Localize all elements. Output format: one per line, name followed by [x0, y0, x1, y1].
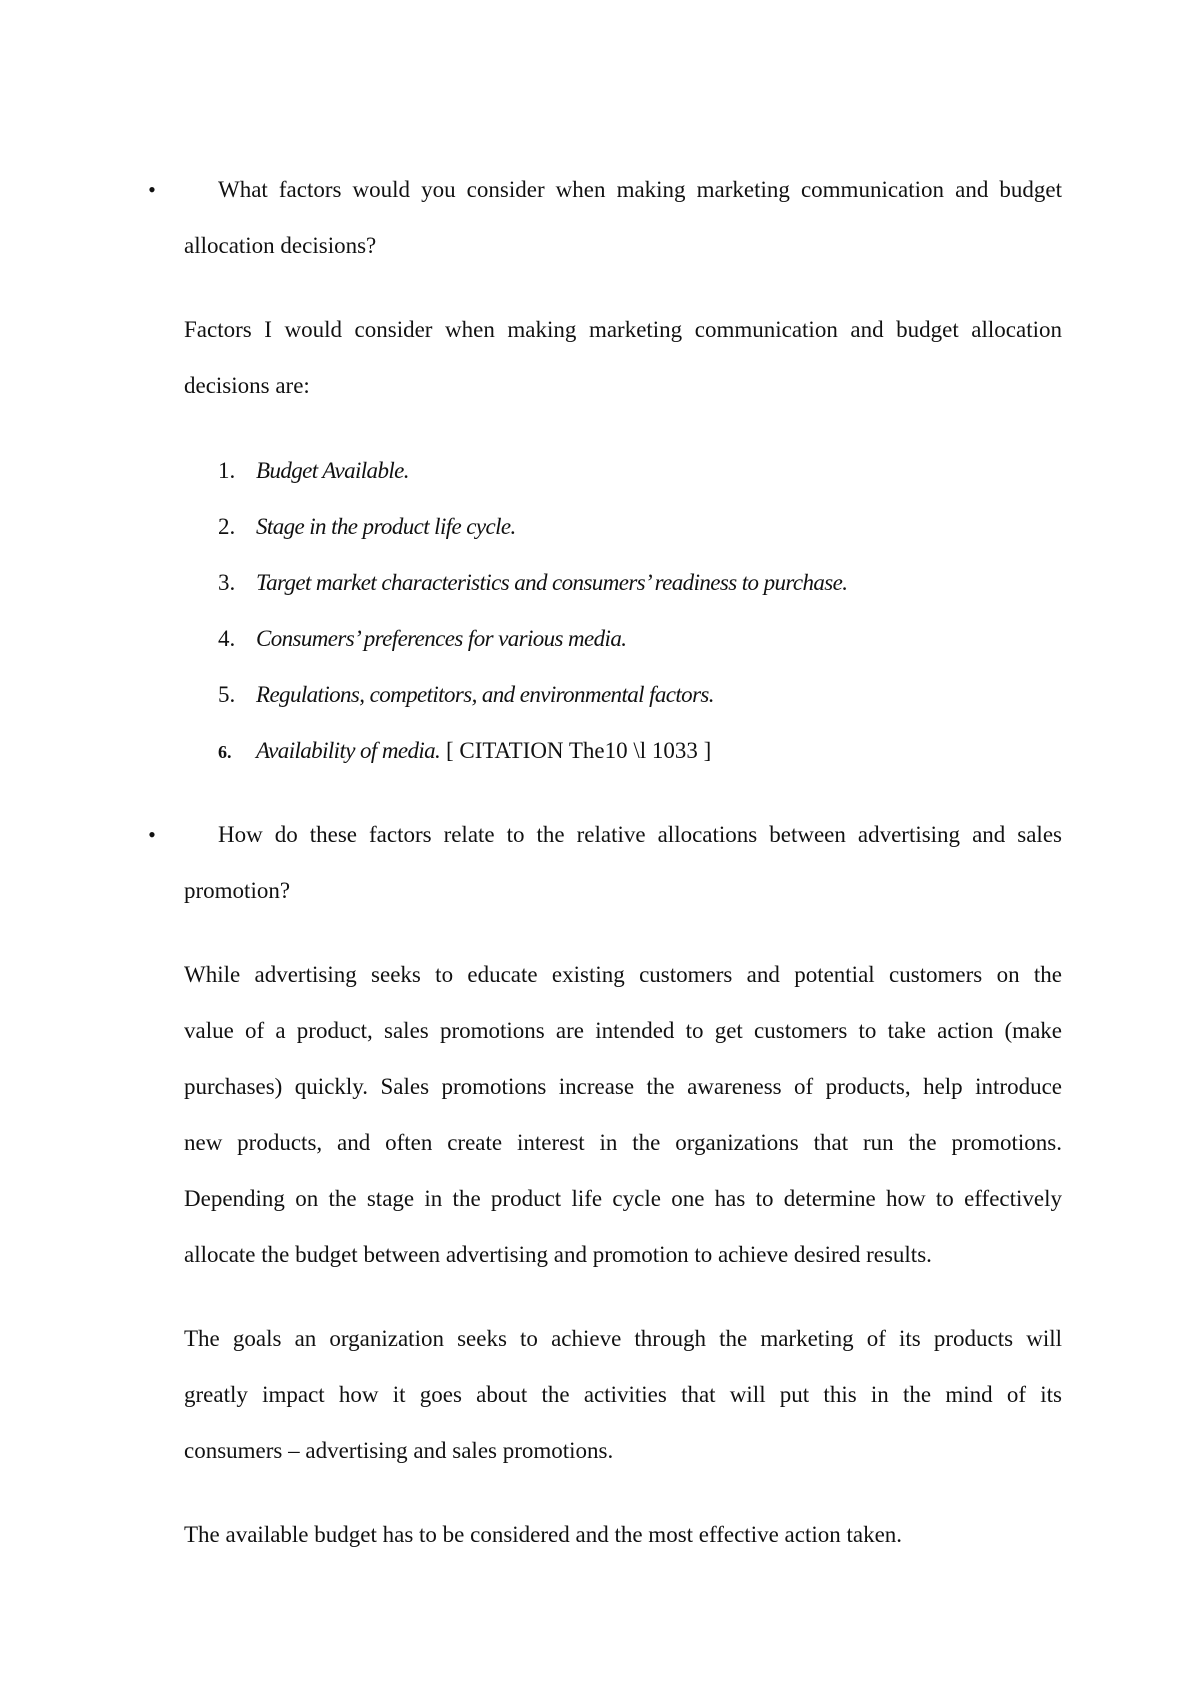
- paragraph-1-line: value of a product, sales promotions are intended to get customers to take action (make: [184, 1018, 1062, 1043]
- list-number: 3.: [218, 570, 236, 595]
- list-number: 5.: [218, 682, 236, 707]
- list-text: Regulations, competitors, and environmental factors.: [256, 682, 714, 707]
- question-1-line-2: allocation decisions?: [184, 233, 377, 258]
- paragraph-1-line: While advertising seeks to educate existing customers and potential customers on the: [184, 962, 1062, 987]
- list-number: 2.: [218, 514, 236, 539]
- list-number: 4.: [218, 626, 236, 651]
- question-2-line-2: promotion?: [184, 878, 291, 903]
- question-2-line-1: How do these factors relate to the relative allocations between advertising and sales: [218, 822, 1062, 847]
- list-text: Budget Available.: [256, 458, 409, 483]
- paragraph-2-line: The goals an organization seeks to achieve through the marketing of its products will: [184, 1326, 1062, 1351]
- paragraph-1-line: allocate the budget between advertising and promotion to achieve desired results.: [184, 1242, 932, 1267]
- list-item: [218, 555, 847, 611]
- answer-intro-line-1: Factors I would consider when making marketing communication and budget allocation: [184, 317, 1062, 342]
- list-item: [218, 443, 409, 499]
- list-text: Stage in the product life cycle.: [256, 514, 516, 539]
- list-text: Target market characteristics and consumers’ readiness to purchase.: [256, 570, 848, 595]
- paragraph-2-line: consumers – advertising and sales promotions.: [184, 1438, 614, 1463]
- paragraph-2-line: greatly impact how it goes about the activities that will put this in the mind of its: [184, 1382, 1062, 1407]
- paragraph-1-line: new products, and often create interest in the organizations that run the promotions.: [184, 1130, 1062, 1155]
- list-number: 6.: [218, 742, 232, 762]
- bullet-marker: •: [148, 822, 156, 847]
- paragraph-1-line: Depending on the stage in the product life cycle one has to determine how to effectively: [184, 1186, 1062, 1211]
- list-item: [218, 667, 714, 723]
- bullet-marker: •: [148, 177, 156, 202]
- answer-intro-line-2: decisions are:: [184, 373, 310, 398]
- question-1-line-1: What factors would you consider when making marketing communication and budget: [218, 177, 1062, 202]
- paragraph-1-line: purchases) quickly. Sales promotions increase the awareness of products, help introduce: [184, 1074, 1062, 1099]
- list-item: [218, 611, 626, 667]
- citation-field: [ CITATION The10 \l 1033 ]: [440, 738, 712, 763]
- list-text: Availability of media.: [256, 738, 441, 763]
- list-text: Consumers’ preferences for various media.: [256, 626, 627, 651]
- list-item: [218, 499, 516, 555]
- list-item: [218, 723, 711, 779]
- paragraph-3-line: The available budget has to be considered and the most effective action taken.: [184, 1522, 903, 1547]
- list-number: 1.: [218, 458, 236, 483]
